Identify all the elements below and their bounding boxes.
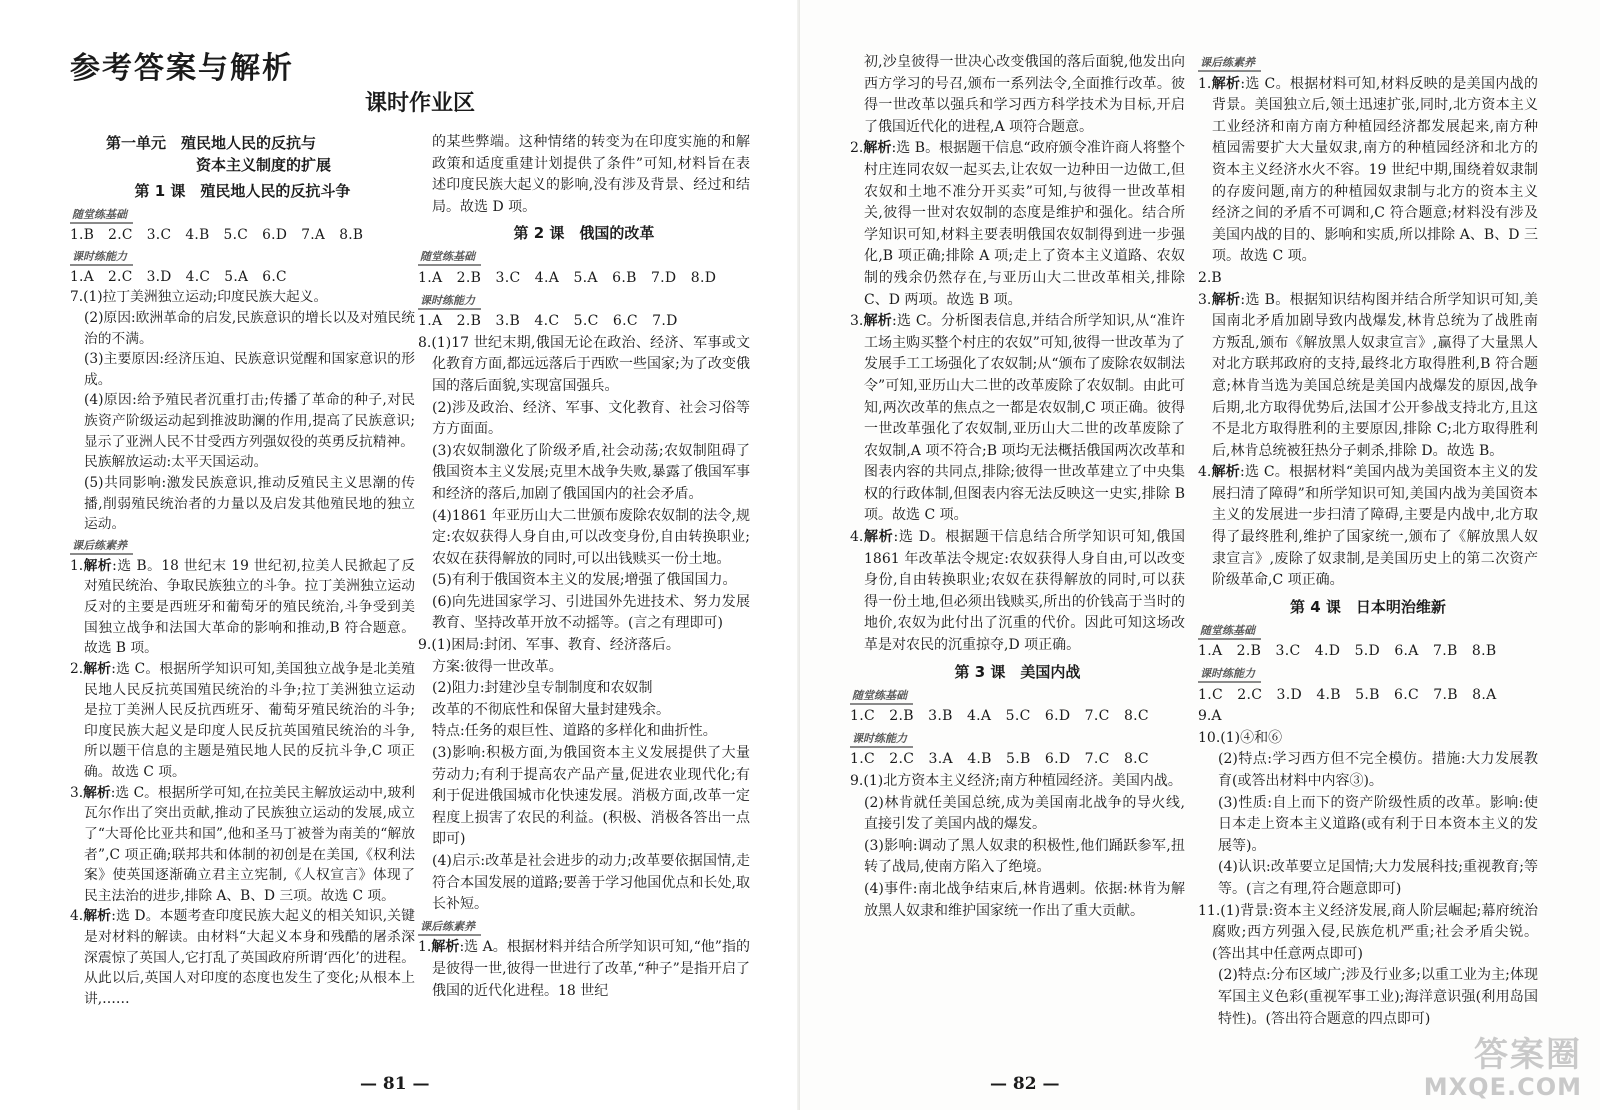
section-label: 随堂练基础 (70, 208, 133, 224)
answer-item: 9.A (1198, 708, 1222, 725)
explanation-item: 1.解析:选 A。根据材料并结合所学知识可知,“他”指的是彼得一世,彼得一世进行了改革,“种子”是指开启了俄国的近代化进程。18 世纪 (418, 939, 751, 999)
page-number-left: — 81 — (360, 1074, 430, 1094)
watermark-text: 答案圈 (1474, 1035, 1582, 1075)
answer-item: (2)林肯就任美国总统,成为美国南北战争的导火线,直接引发了美国内战的爆发。 (864, 794, 1185, 833)
answer-item: (4)启示:改革是社会进步的动力;改革要依据国情,走符合本国发展的道路;要善于学习他国优点和长处,取长补短。 (432, 853, 750, 913)
column-3 (850, 52, 1185, 922)
section-label: 随堂练基础 (850, 689, 913, 705)
analysis-label: 解析 (863, 140, 892, 157)
answer-item: (3)性质:自上而下的资产阶级性质的改革。影响:使日本走上资本主义道路(或有利于日本资本主义的发展等)。 (1218, 794, 1538, 854)
section-label: 课时练能力 (850, 732, 913, 748)
answer-row: 1.A 2.C 3.D 4.C 5.A 6.C (70, 268, 287, 285)
answer-item: (2)特点:学习西方但不完全模仿。措施:大力发展教育(或答出材料中内容③)。 (1218, 751, 1538, 789)
watermark-logo (1424, 1036, 1582, 1100)
answer-item: (4)事件:南北战争结束后,林肯遇刺。依据:林肯为解放黑人奴隶和维护国家统一作出了重大贡献。 (864, 880, 1185, 919)
answer-item: 8.(1)17 世纪末期,俄国无论在政治、经济、军事或文化教育方面,都远远落后于西欧一些国家;为了改变俄国的落后面貌,实现富国强兵。 (418, 334, 750, 394)
watermark-url: MXQE.COM (1423, 1073, 1582, 1101)
explanation-item: 3.解析:选 C。根据所学可知,在拉美民主解放运动中,玻利瓦尔作出了突出贡献,推动了民族独立运动的发展,成立了“大哥伦比亚共和国”,他和圣马丁被誉为南美的“解放者”,C 项正确;联邦共和体制的初创是在美国,《权利法案》使英国逐渐确立君主立宪制,《人权宣言》体现了民主法治的进步,排除 A、B、D 三项。故选 C 项。 (70, 784, 415, 904)
lesson-3-title: 第 3 课 美国内战 (954, 662, 1081, 681)
analysis-label: 解析 (83, 908, 112, 925)
explanation-item: 4.解析:选 D。本题考查印度民族大起义的相关知识,关键是对材料的解读。由材料“大起义本身和残酷的屠杀深深震惊了英国人,它打乱了英国政府所谓‘西化’的进程。从此以后,英国人对印度的态度也发生了变化;从根本上讲,…… (70, 908, 415, 1007)
answer-item: (3)影响:积极方面,为俄国资本主义发展提供了大量劳动力;有利于提高农产品产量,促进农业现代化;有利于促进俄国城市化快速发展。消极方面,改革一定程度上损害了农民的利益。(积极、消极各答出一点即可) (432, 745, 750, 848)
explanation-item: 2.解析:选 C。根据所学知识可知,美国独立战争是北美殖民地人民反抗英国殖民统治的斗争;拉丁美洲独立运动是拉丁美洲人民反抗西班牙、葡萄牙殖民统治的斗争;印度民族大起义是印度人民反抗英国殖民统治的斗争,所以题干信息的主题是殖民地人民的反抗斗争,C 项正确。故选 C 项。 (70, 660, 415, 780)
answer-row: 1.C 2.B 3.B 4.A 5.C 6.D 7.C 8.C (850, 708, 1149, 725)
lesson-2-title: 第 2 课 俄国的改革 (513, 224, 655, 243)
answer-item: 民族解放运动:太平天国运动。 (84, 454, 268, 471)
analysis-label: 解析 (863, 529, 894, 546)
answer-item: (4)认识:改革要立足国情;大力发展科技;重视教育;等等。(言之有理,符合题意即可) (1218, 859, 1538, 897)
explanation-item: 4.解析:选 D。根据题干信息结合所学知识可知,俄国 1861 年改革法令规定:农奴获得人身自由,可以改变身份,自由转换职业;农奴在获得解放的同时,可以获得一份土地,但必须出钱赎买,所出的价钱高于当时的地价,农奴为此付出了沉重的代价。因此可知这场改革是对农民的沉重掠夺,D 项正确。 (850, 529, 1186, 654)
column-4 (1198, 52, 1538, 1030)
main-title: 参考答案与解析 (70, 51, 294, 86)
explanation-item: 1.解析:选 B。18 世纪末 19 世纪初,拉美人民掀起了反对殖民统治、争取民族独立的斗争。拉丁美洲独立运动反对的主要是西班牙和葡萄牙的殖民统治,斗争受到美国独立战争和法国大革命的影响和推动,B 符合题意。故选 B 项。 (70, 557, 415, 657)
section-label: 课后练素养 (1198, 56, 1261, 72)
column-2 (418, 132, 750, 1002)
answer-item: (4)原因:给予殖民者沉重打击;传播了革命的种子,对民族资产阶级运动起到推波助澜的作用,提高了民族意识;显示了亚洲人民不甘受西方列强奴役的英勇反抗精神。 (84, 392, 415, 450)
answer-item: 特点:任务的艰巨性、道路的多样化和曲折性。 (432, 723, 717, 740)
lesson-1-title: 第 1 课 殖民地人民的反抗斗争 (134, 182, 351, 200)
explanation-item: 3.解析:选 C。分析图表信息,并结合所学知识,从“准许工场主购买整个村庄的农奴”可知,彼得一世改革为了发展手工工场强化了农奴制;从“颁布了废除农奴制法令”可知,亚历山大二世的改革废除了农奴制。由此可知,两次改革的焦点之一都是农奴制,C 项正确。彼得一世改革强化了农奴制,亚历山大二世的改革废除了农奴制,A 项不符合;B 项均无法概括俄国两次改革和图表内容的共同点,排除;彼得一世改革建立了中央集权的行政体制,但图表内容无法反映这一史实,排除 B 项。故选 C 项。 (850, 313, 1186, 524)
right-page (800, 0, 1600, 1110)
unit-title-line-2: 资本主义制度的扩展 (196, 156, 332, 174)
continued-text: 的某些弊端。这种情绪的转变为在印度实施的和解政策和适度重建计划提供了条件”可知,材料旨在表述印度民族大起义的影响,没有涉及背景、经过和结局。故选 D 项。 (432, 134, 750, 215)
answer-item: (4)1861 年亚历山大二世颁布废除农奴制的法令,规定:农奴获得人身自由,可以改变身份,自由转换职业;农奴在获得解放的同时,可以出钱赎买一份土地。 (432, 507, 750, 567)
section-label: 课时练能力 (418, 294, 481, 310)
answer-item: 10.(1)④和⑥ (1198, 729, 1283, 746)
answer-item: (3)农奴制激化了阶级矛盾,社会动荡;农奴制阻碍了俄国资本主义发展;克里木战争失败,暴露了俄国军事和经济的落后,加剧了俄国国内的社会矛盾。 (432, 442, 750, 502)
unit-title-line-1: 第一单元 殖民地人民的反抗与 (106, 134, 317, 152)
answer-item: 9.(1)困局:封闭、军事、教育、经济落后。 (418, 637, 680, 654)
answer-item: (2)原因:欧洲革命的启发,民族意识的增长以及对殖民统治的不满。 (84, 309, 415, 347)
lesson-4-title: 第 4 课 日本明治维新 (1290, 597, 1446, 616)
section-label: 随堂练基础 (418, 250, 481, 266)
answer-item: (3)影响:调动了黑人奴隶的积极性,他们踊跃参军,扭转了战局,使南方陷入了绝境。 (864, 837, 1185, 876)
section-label: 随堂练基础 (1198, 624, 1261, 640)
column-1 (70, 132, 415, 1010)
answer-row: 1.B 2.C 3.C 4.B 5.C 6.D 7.A 8.B (70, 227, 364, 243)
explanation-item: 1.解析:选 C。根据材料可知,材料反映的是美国内战的背景。美国独立后,领土迅速扩张,同时,北方资本主义工业经济和南方南方种植园经济都发展起来,南方种植园需要扩大大量奴隶,南方的种植园经济和北方的资本主义经济水火不容。19 世纪中期,围绕着奴隶制的存废问题,南方的种植园奴隶制与北方的资本主义经济之间的矛盾不可调和,C 符合题意;材料没有涉及美国内战的目的、影响和实质,所以排除 A、B、D 三项。故选 C 项。 (1198, 75, 1539, 265)
analysis-label: 解析 (1211, 75, 1241, 92)
answer-row: 1.C 2.C 3.D 4.B 5.B 6.C 7.B 8.A (1198, 686, 1497, 703)
analysis-label: 解析 (431, 939, 460, 956)
answer-item: (5)共同影响:激发民族意识,推动反殖民主义思潮的传播,削弱殖民统治者的力量以及启发其他殖民地的独立运动。 (84, 474, 415, 533)
answer-item: 9.(1)北方资本主义经济;南方种植园经济。美国内战。 (850, 773, 1182, 789)
answer-item: 11.(1)背景:资本主义经济发展,商人阶层崛起;幕府统治腐败;西方列强入侵,民族危机严重;社会矛盾尖锐。(答出其中任意两点即可) (1198, 902, 1538, 962)
explanation-item: 4.解析:选 C。根据材料“美国内战为美国资本主义的发展扫清了障碍”和所学知识可知,美国内战为美国资本主义的发展进一步扫清了障碍,主要是内战中,北方取得了最终胜利,维护了国家统一,颁布了《解放黑人奴隶宣言》,废除了奴隶制,是美国历史上的第二次资产阶级革命,C 项正确。 (1198, 464, 1538, 589)
answer-item: (2)阻力:封建沙皇专制制度和农奴制 (432, 680, 653, 697)
explanation-item: 3.解析:选 B。根据知识结构图并结合所学知识可知,美国南北矛盾加剧导致内战爆发,林肯总统为了战胜南方叛乱,颁布《解放黑人奴隶宣言》,赢得了大量黑人对北方联邦政府的支持,最终北方取得胜利,B 符合题意;林肯当选为美国总统是美国内战爆发的原因,战争后期,北方取得优势后,法国才公开参战支持北方,且这不是北方取得胜利的主要原因,排除 C;北方取得胜利后,林肯总统被狂热分子刺杀,排除 D。故选 B。 (1198, 291, 1539, 459)
answer-row: 1.A 2.B 3.B 4.C 5.C 6.C 7.D (418, 313, 678, 330)
answer-item: 方案:彼得一世改革。 (432, 658, 563, 675)
section-label: 课后练素养 (418, 920, 481, 936)
answer-item: 2.B (1198, 269, 1222, 286)
analysis-label: 解析 (1211, 464, 1241, 481)
analysis-label: 解析 (83, 660, 112, 677)
analysis-label: 解析 (83, 557, 113, 574)
answer-item: (2)特点:分布区域广;涉及行业多;以重工业为主;体现军国主义色彩(重视军事工业);海洋意识强(利用岛国特性)。(答出符合题意的四点即可) (1218, 967, 1538, 1027)
answer-item: 7.(1)拉丁美洲独立运动;印度民族大起义。 (70, 289, 328, 306)
analysis-label: 解析 (83, 784, 111, 801)
answer-item: (2)涉及政治、经济、军事、文化教育、社会习俗等方方面面。 (432, 399, 750, 438)
analysis-label: 解析 (1211, 291, 1241, 308)
answer-item: (6)向先进国家学习、引进国外先进技术、努力发展教育、坚持改革开放不动摇等。(言之有理即可) (432, 593, 750, 632)
section-label: 课时练能力 (70, 250, 133, 266)
answer-item: (3)主要原因:经济压迫、民族意识觉醒和国家意识的形成。 (84, 351, 415, 388)
section-label: 课时练能力 (1198, 667, 1261, 683)
section-label: 课后练素养 (70, 539, 133, 555)
answer-row: 1.A 2.B 3.C 4.D 5.D 6.A 7.B 8.B (1198, 643, 1497, 660)
zone-title: 课时作业区 (364, 91, 475, 116)
answer-row: 1.C 2.C 3.A 4.B 5.B 6.D 7.C 8.C (850, 751, 1149, 768)
answer-item: (5)有利于俄国资本主义的发展;增强了俄国国力。 (432, 572, 737, 589)
analysis-label: 解析 (863, 313, 893, 330)
continued-text: 初,沙皇彼得一世决心改变俄国的落后面貌,他发出向西方学习的号召,颁布一系列法令,全面推行改革。彼得一世改革以强兵和学习西方科学技术为目标,开启了俄国近代化的进程,A 项符合题意。 (864, 54, 1185, 135)
answer-item: 改革的不彻底性和保留大量封建残余。 (432, 701, 670, 718)
answer-row: 1.A 2.B 3.C 4.A 5.A 6.B 7.D 8.D (418, 269, 717, 286)
page-number-right: — 82 — (990, 1074, 1060, 1094)
explanation-item: 2.解析:选 B。根据题干信息“政府颁令准许商人将整个村庄连同农奴一起买去,让农奴一边种田一边做工,但农奴和土地不准分开买卖”可知,与彼得一世改革相关,彼得一世对农奴制的态度是维护和强化。结合所学知识可知,材料主要表明俄国农奴制得到进一步强化,B 项正确;排除 A 项;走上了资本主义道路、农奴制的残余仍然存在,与亚历山大二世改革相关,排除 C、D 两项。故选 B 项。 (850, 140, 1185, 308)
